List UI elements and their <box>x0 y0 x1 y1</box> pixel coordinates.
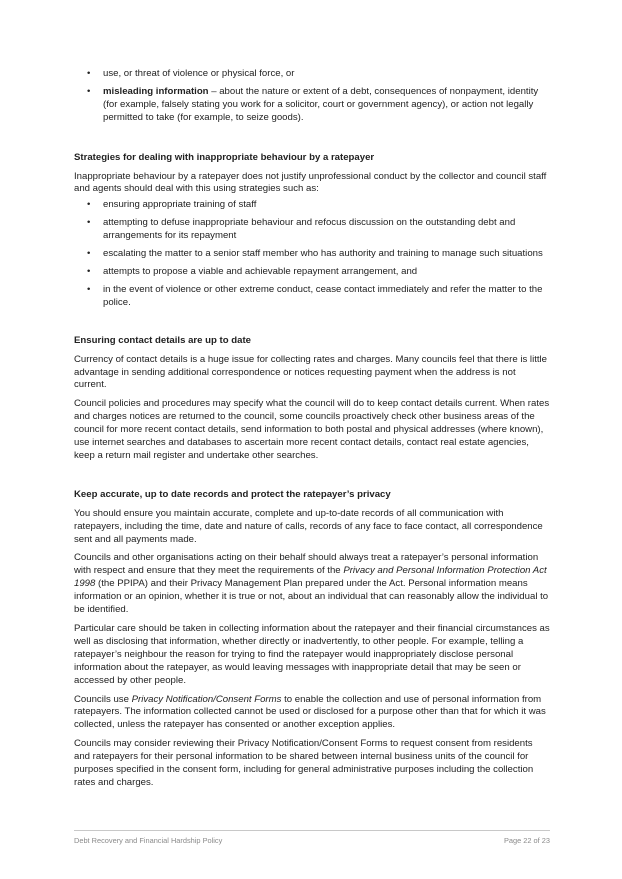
list-item-text: ensuring appropriate training of staff <box>103 199 257 211</box>
paragraph: Inappropriate behaviour by a ratepayer does not justify unprofessional conduct by the collector and council staff and agents should deal with this using strategies such as: <box>74 170 547 195</box>
bullet-icon: • <box>87 68 91 79</box>
list-item <box>74 68 550 81</box>
footer-document-title: Debt Recovery and Financial Hardship Policy <box>74 836 223 845</box>
list-item-bold-term: misleading information <box>103 85 209 97</box>
list-item-text: attempts to propose a viable and achievable repayment arrangement, and <box>103 265 418 277</box>
page-body <box>74 68 550 796</box>
text-run: (the PPIPA) and their Privacy Management Plan prepared under the Act. Personal information means information or an opinion, whether it is true or not, about an individual that can reasonably allow the individual to be identified. <box>74 578 549 616</box>
bullet-icon: • <box>87 283 91 295</box>
text-run: Councils and other organisations acting on their behalf should always treat a ratepayer’s personal information with respect and ensure that they meet the requirements of the <box>74 552 539 577</box>
bullet-icon: • <box>87 85 91 97</box>
paragraph: Councils may consider reviewing their Privacy Notification/Consent Forms to request consent from residents and ratepayers for their personal information to be shared between internal business units of the council for purposes specified in the consent form, including for general administrative purposes including the collection rates and charges. <box>74 738 534 788</box>
list-item <box>74 86 550 125</box>
list-item-text: use, or threat of violence or physical force, or <box>103 68 295 79</box>
form-title: Privacy Notification/Consent Forms <box>131 693 282 705</box>
bullet-icon: • <box>87 199 91 211</box>
bullet-icon: • <box>87 217 91 229</box>
list-item <box>74 266 550 279</box>
section-heading-inappropriate-behaviour: Strategies for dealing with inappropriate behaviour by a ratepayer <box>74 151 375 163</box>
bullet-icon: • <box>87 248 91 260</box>
list-item <box>74 248 550 261</box>
footer-page-number: Page 22 of 23 <box>503 836 550 845</box>
list-item <box>74 284 550 310</box>
text-run: Councils use <box>74 693 132 705</box>
act-title: Privacy and Personal Information Protection Act 1998 <box>74 565 547 590</box>
list-item-text: escalating the matter to a senior staff member who has authority and training to manage such situations <box>103 248 543 260</box>
paragraph: You should ensure you maintain accurate, complete and up-to-date records of all communication with ratepayers, including the time, date and nature of calls, records of any face to face contact, all correspondence sent and all payments made. <box>74 507 543 545</box>
bullet-icon: • <box>87 265 91 277</box>
paragraph: Particular care should be taken in collecting information about the ratepayer and their financial circumstances as well as disclosing that information, whether directly or inadvertently, to other people. For example, telling a ratepayer’s neighbour the reason for trying to find the ratepayer would inappropriately disclose personal information about the ratepayer, as would leaving messages with inappropriate detail that may be seen or accessed by other people. <box>74 623 550 686</box>
paragraph: Council policies and procedures may specify what the council will do to keep contact details current. When rates and charges notices are returned to the council, some councils proactively check other business areas of the council for more recent contact details, send information to both postal and physical addresses (where known), use internet searches and databases to ascertain more recent contact details, contact real estate agencies, keep a return mail register and undertake other searches. <box>74 398 550 461</box>
list-item-text: attempting to defuse inappropriate behaviour and refocus discussion on the outstanding debt and arrangements for its repayment <box>103 217 516 242</box>
text-run: to enable the collection and use of personal information from ratepayers. The information collected cannot be used or disclosed for a purpose other than that for which it was collected, unless the ratepayer has consented or another exception applies. <box>74 693 546 731</box>
paragraph: Currency of contact details is a huge issue for collecting rates and charges. Many councils feel that there is little advantage in sending additional correspondence or notices requesting payment when the address is not current. <box>74 353 547 391</box>
section-heading-contact-details: Ensuring contact details are up to date <box>74 334 251 346</box>
bullet-list-conduct <box>74 68 550 125</box>
list-item <box>74 199 550 212</box>
bullet-list-strategies <box>74 199 550 309</box>
paragraph <box>74 694 550 733</box>
list-item <box>74 217 550 243</box>
page-footer <box>74 830 550 845</box>
section-heading-records-privacy: Keep accurate, up to date records and protect the ratepayer’s privacy <box>74 488 391 500</box>
list-item-text: in the event of violence or other extreme conduct, cease contact immediately and refer the matter to the police. <box>103 283 543 308</box>
list-item-text: – about the nature or extent of a debt, consequences of nonpayment, identity (for example, falsely stating you work for a solicitor, court or government agency), or action not legally permitted to take (for example, to seize goods). <box>103 85 539 123</box>
paragraph <box>74 552 550 617</box>
